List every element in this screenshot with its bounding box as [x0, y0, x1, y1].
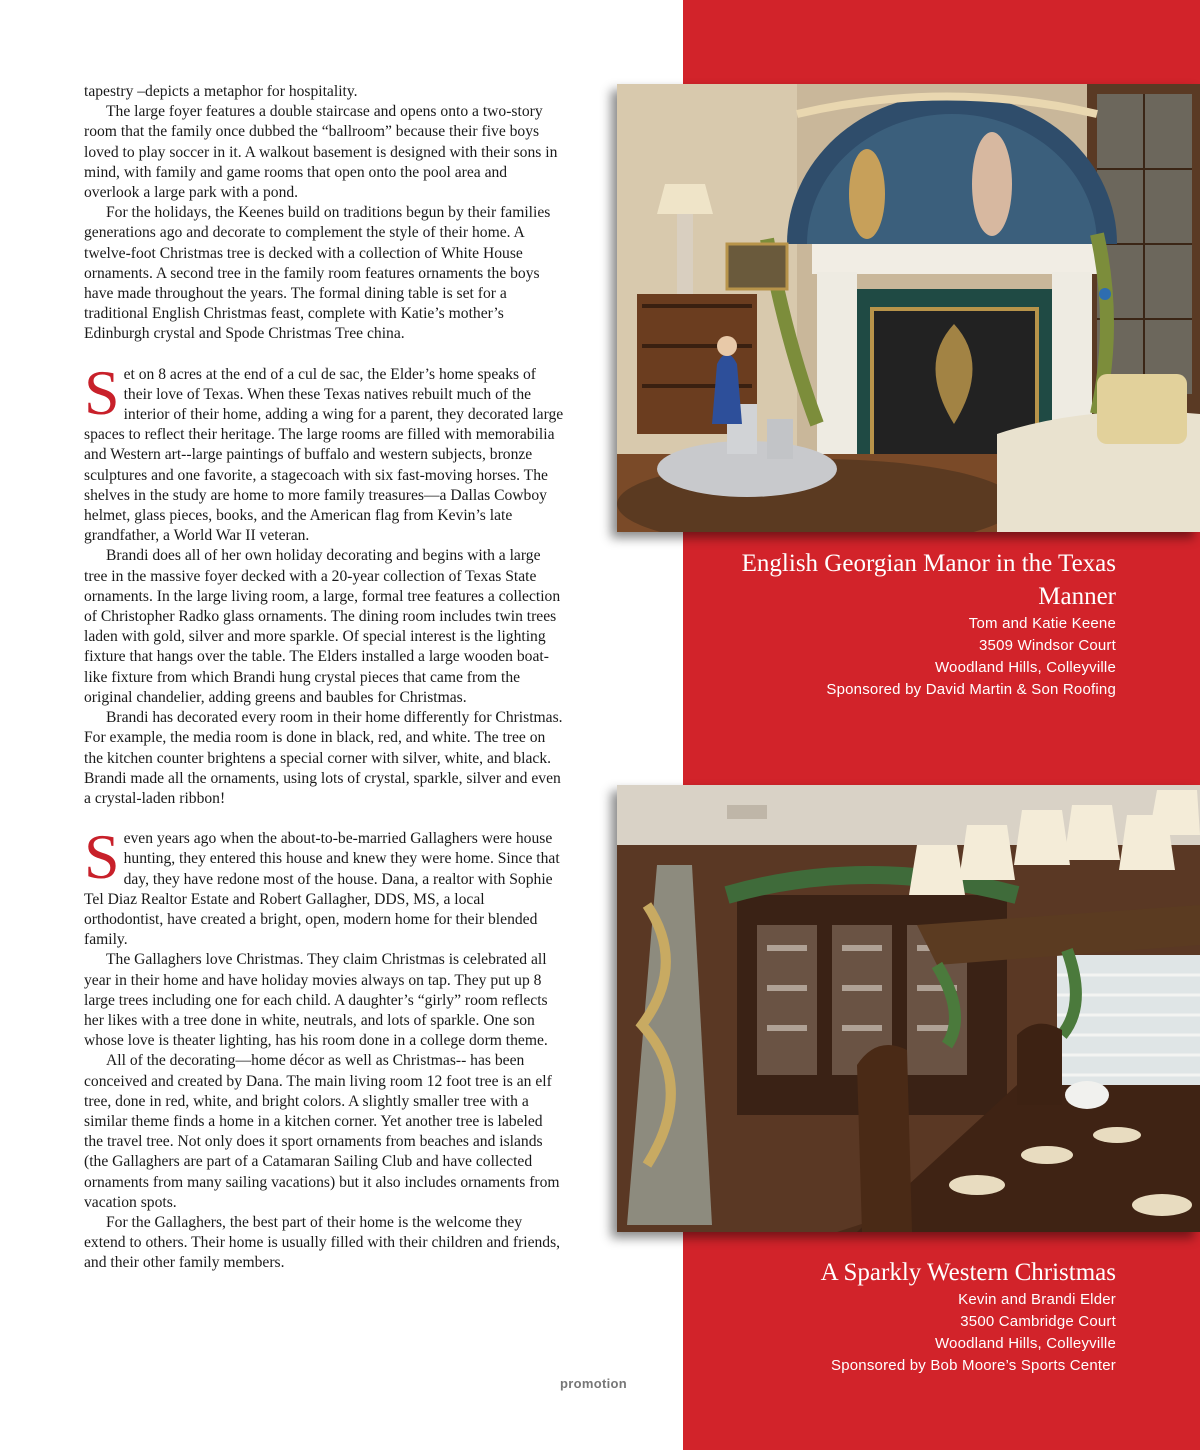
fireplace-photo [617, 84, 1200, 532]
article-paragraph: For the Gallaghers, the best part of their home is the welcome they extend to others. Their home is usually filled with their children and friends, and their other family members. [84, 1213, 561, 1272]
paragraph-text: even years ago when the about-to-be-married Gallaghers were house hunting, they entered this house and knew they were home. Since that day, they have redone most of the house. Dana, a realtor with Sophie Tel Diaz Realtor Estate and Robert Gallagher, DDS, MS, a local orthodontist, have created a bright, open, modern home for their blended family. [84, 830, 560, 949]
feature-sponsor: Sponsored by Bob Moore’s Sports Center [831, 1357, 1116, 1374]
feature-neighborhood: Woodland Hills, Colleyville [934, 659, 1116, 676]
feature-address: 3509 Windsor Court [979, 637, 1116, 654]
feature-caption-2 [716, 1256, 1116, 1377]
article-paragraph: The large foyer features a double staircase and opens onto a two-story room that the family once dubbed the “ballroom” because their five boys loved to play soccer in it. A walkout basement is designed with their sons in mind, with family and game rooms that open onto the pool area and overlook a large park with a pond. [84, 103, 558, 202]
drop-cap: S [84, 821, 120, 893]
drop-cap: S [84, 356, 120, 428]
feature-neighborhood: Woodland Hills, Colleyville [934, 1335, 1116, 1352]
feature-title: English Georgian Manor in the Texas Manner [741, 550, 1116, 610]
article-body [84, 82, 564, 1274]
article-paragraph: tapestry –depicts a metaphor for hospitality. [84, 83, 358, 100]
feature-sponsor: Sponsored by David Martin & Son Roofing [826, 681, 1116, 698]
article-paragraph-dropcap [84, 821, 564, 950]
feature-address: 3500 Cambridge Court [960, 1313, 1116, 1330]
feature-caption-1 [736, 547, 1116, 701]
feature-title: A Sparkly Western Christmas [820, 1259, 1116, 1286]
feature-owners: Tom and Katie Keene [968, 615, 1116, 632]
dining-room-photo [617, 785, 1200, 1232]
promotion-label: promotion [560, 1376, 627, 1391]
article-paragraph: Brandi has decorated every room in their home differently for Christmas. For example, the media room is done in black, red, and white. The tree on the kitchen counter brightens a special corner with silver, white, and black. Brandi made all the ornaments, using lots of crystal, sparkle, silver and even a crystal-laden ribbon! [84, 709, 563, 807]
article-paragraph-dropcap [84, 356, 564, 547]
paragraph-text: et on 8 acres at the end of a cul de sac, the Elder’s home speaks of their love of Texas. When these Texas natives rebuilt much of the interior of their home, adding a wing for a parent, they decorated large spaces to reflect their heritage. The large rooms are filled with memorabilia and Western art--large paintings of buffalo and western subjects, bronze sculptures and one favorite, a stagecoach with six fast-moving horses. The shelves in the study are home to more family treasures—a Dallas Cowboy helmet, glass pieces, books, and the American flag from Kevin’s late grandfather, a World War II veteran. [84, 365, 564, 545]
article-paragraph: The Gallaghers love Christmas. They claim Christmas is celebrated all year in their home and have holiday movies always on tap. They put up 8 large trees including one for each child. A daughter’s “girly” room reflects her likes with a tree done in white, neutrals, and lots of sparkle. One son whose love is theater lighting, has his room done in a college dorm theme. [84, 951, 548, 1050]
feature-owners: Kevin and Brandi Elder [958, 1291, 1116, 1308]
article-paragraph: All of the decorating—home décor as well as Christmas-- has been conceived and created by Dana. The main living room 12 foot tree is an elf tree, done in red, white, and bright colors. A slightly smaller tree with a similar theme finds a home in a kitchen corner. Yet another tree is labeled the travel tree. Not only does it sport ornaments from beaches and islands (the Gallaghers are part of a Catamaran Sailing Club and have collected ornaments from many sailing vacations) but it also includes ornaments from vacation spots. [84, 1052, 560, 1211]
article-paragraph: Brandi does all of her own holiday decorating and begins with a large tree in the massive foyer decked with a 20-year collection of Texas State ornaments. In the large living room, a large, formal tree features a collection of Christopher Radko glass ornaments. The dining room includes twin trees laden with gold, silver and more sparkle. Of special interest is the lighting fixture that hangs over the table. The Elders installed a large wooden boat-like fixture from which Brandi hung crystal pieces that came from the original chandelier, adding greens and baubles for Christmas. [84, 547, 561, 706]
article-paragraph: For the holidays, the Keenes build on traditions begun by their families generations ago and decorate to complement the style of their home. A twelve-foot Christmas tree is decked with a collection of White House ornaments. A second tree in the family room features ornaments the boys have made throughout the years. The formal dining table is set for a traditional English Christmas feast, complete with Katie’s mother’s Edinburgh crystal and Spode Christmas Tree china. [84, 204, 551, 343]
